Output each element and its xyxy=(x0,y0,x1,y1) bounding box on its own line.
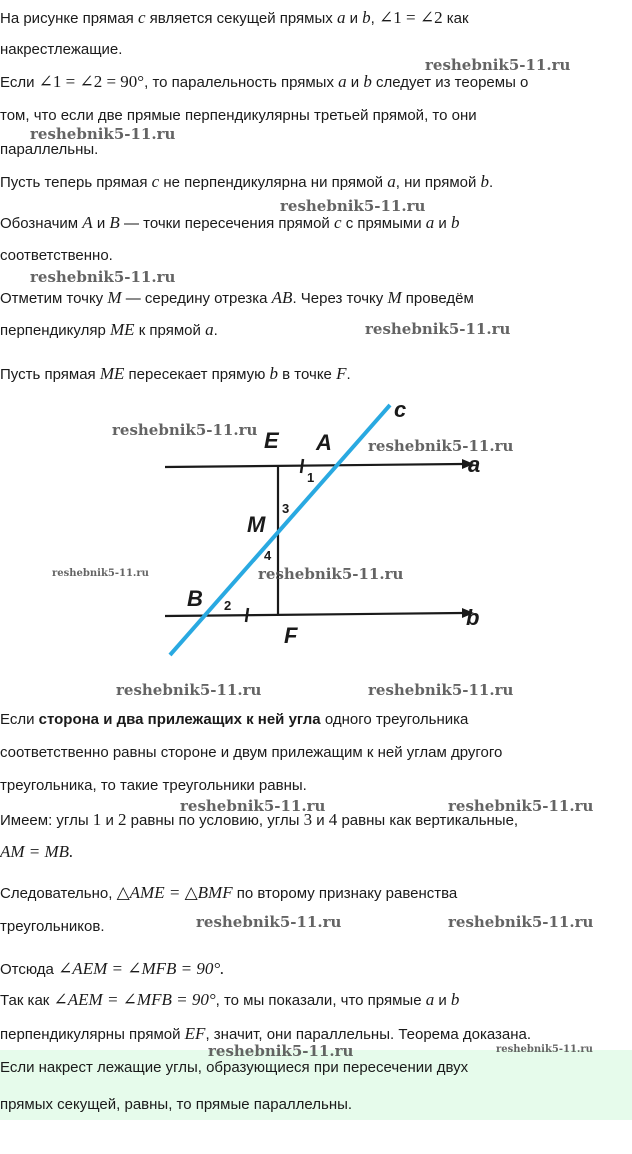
watermark: reshebnik5-11.ru xyxy=(180,797,326,815)
label-e: E xyxy=(264,428,279,453)
text-line: AM = MB. xyxy=(0,842,74,861)
label-m: M xyxy=(247,512,266,537)
label-f: F xyxy=(284,623,298,648)
angle-2-label: 2 xyxy=(224,598,232,613)
text-line: Если сторона и два прилежащих к ней угла одного треугольника xyxy=(0,711,469,728)
theorem-line: Если накрест лежащие углы, образующиеся при пересечении двух xyxy=(0,1059,469,1076)
theorem-line: прямых секущей, равны, то прямые параллельны. xyxy=(0,1096,353,1113)
text-line: накрестлежащие. xyxy=(0,41,123,58)
watermark: reshebnik5-11.ru xyxy=(196,913,342,931)
text-line: треугольника, то такие треугольники равны. xyxy=(0,777,307,794)
angle-1-label: 1 xyxy=(307,470,315,485)
text-line: Отметим точку M — середину отрезка AB. Через точку M проведём xyxy=(0,288,474,307)
text-line: Обозначим A и B — точки пересечения прямой c с прямыми a и b xyxy=(0,213,460,232)
text-line: Пусть теперь прямая c не перпендикулярна ни прямой a, ни прямой b. xyxy=(0,172,494,191)
text-line: перпендикулярны прямой EF, значит, они параллельны. Теорема доказана. xyxy=(0,1024,532,1043)
angle-4-label: 4 xyxy=(264,548,272,563)
geometry-figure xyxy=(0,395,632,665)
text-line: Следовательно, △AME = △BMF по второму признаку равенства xyxy=(0,883,458,902)
watermark: reshebnik5-11.ru xyxy=(112,421,258,439)
text-line: Имеем: углы 1 и 2 равны по условию, углы 3 и 4 равны как вертикальные, xyxy=(0,810,519,829)
watermark: reshebnik5-11.ru xyxy=(425,56,571,74)
label-b: b xyxy=(466,605,480,630)
text-line: Отсюда ∠AEM = ∠MFB = 90°. xyxy=(0,959,225,978)
angle-3-label: 3 xyxy=(282,501,290,516)
watermark: reshebnik5-11.ru xyxy=(368,681,514,699)
label-b-point: B xyxy=(187,586,203,611)
theorem-box xyxy=(0,1050,632,1120)
text-line: Так как ∠AEM = ∠MFB = 90°, то мы показали, что прямые a и b xyxy=(0,990,460,1009)
text-line: треугольников. xyxy=(0,918,105,935)
text-line: соответственно равны стороне и двум прилежащим к ней углам другого xyxy=(0,744,503,761)
tick-mark-b xyxy=(246,608,248,622)
text-line: параллельны. xyxy=(0,141,99,158)
watermark: reshebnik5-11.ru xyxy=(365,320,511,338)
text-line: Пусть прямая ME пересекает прямую b в точке F. xyxy=(0,364,351,383)
watermark: reshebnik5-11.ru xyxy=(52,568,149,579)
text-line: том, что если две прямые перпендикулярны третьей прямой, то они xyxy=(0,107,477,124)
watermark: reshebnik5-11.ru xyxy=(116,681,262,699)
watermark: reshebnik5-11.ru xyxy=(30,268,176,286)
watermark: reshebnik5-11.ru xyxy=(368,437,514,455)
line-b xyxy=(165,613,462,616)
watermark: reshebnik5-11.ru xyxy=(448,913,594,931)
text-line: Если ∠1 = ∠2 = 90°, то паралельность прямых a и b следует из теоремы о xyxy=(0,72,529,91)
watermark: reshebnik5-11.ru xyxy=(448,797,594,815)
watermark: reshebnik5-11.ru xyxy=(496,1044,593,1055)
label-c: c xyxy=(394,397,407,422)
watermark: reshebnik5-11.ru xyxy=(258,565,404,583)
text-line: соответственно. xyxy=(0,247,113,264)
line-a xyxy=(165,464,462,467)
text-line: перпендикуляр ME к прямой a. xyxy=(0,320,218,339)
line-c xyxy=(170,405,390,655)
label-a: a xyxy=(468,452,481,477)
label-a-point: A xyxy=(316,430,332,455)
watermark: reshebnik5-11.ru xyxy=(208,1042,354,1060)
text-line: На рисунке прямая c является секущей прямых a и b, ∠1 = ∠2 как xyxy=(0,8,469,27)
watermark: reshebnik5-11.ru xyxy=(280,197,426,215)
watermark: reshebnik5-11.ru xyxy=(30,125,176,143)
tick-mark-a xyxy=(301,459,303,473)
